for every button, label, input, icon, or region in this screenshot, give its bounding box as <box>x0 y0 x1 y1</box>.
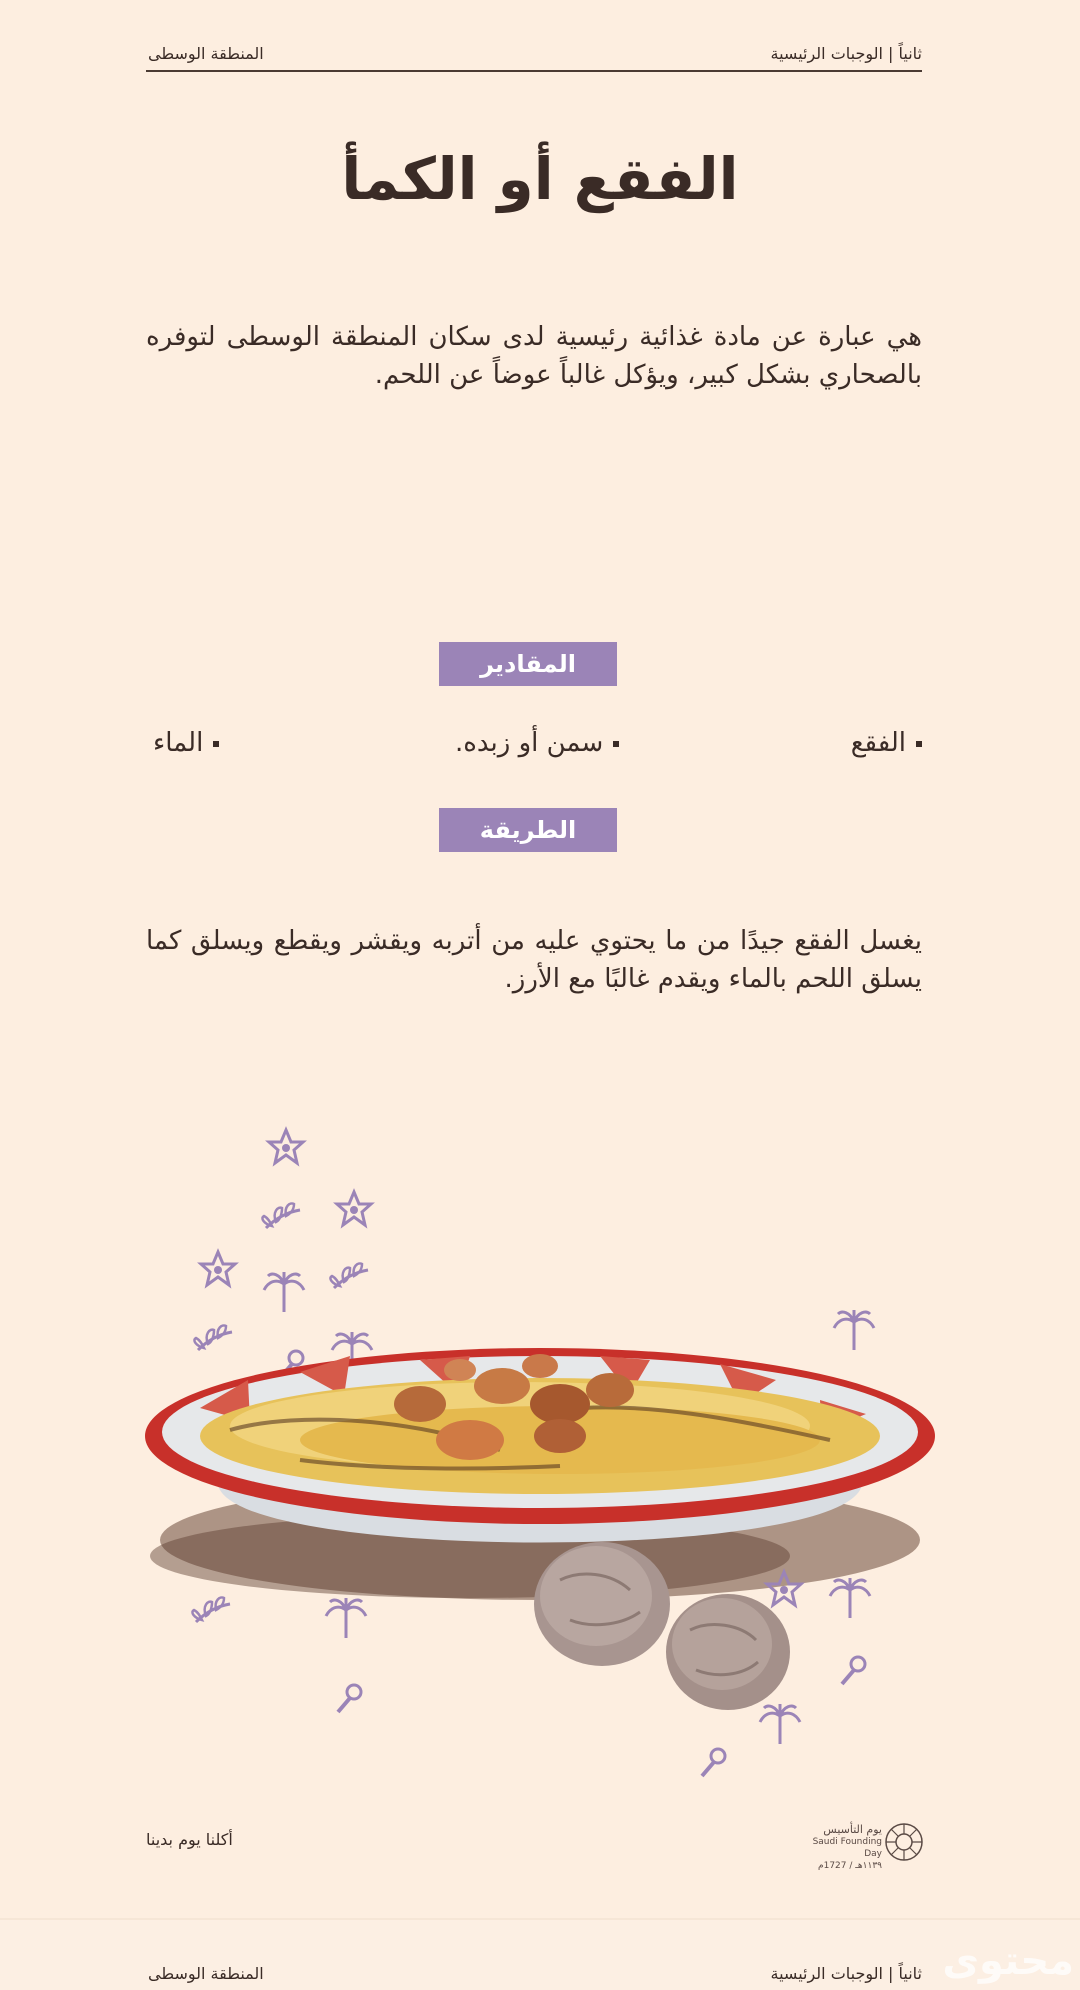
method-text: يغسل الفقع جيدًا من ما يحتوي عليه من أتربه ويقشر ويقطع ويسلق كما يسلق اللحم بالماء ويقدم غالبًا مع الأرز. <box>146 926 922 994</box>
founding-day-logo <box>792 1820 924 1871</box>
logo-text <box>792 1824 882 1872</box>
palm-icon <box>760 1704 800 1744</box>
leaf-icon <box>192 1598 230 1623</box>
flower-icon <box>269 1130 303 1163</box>
leaf-icon <box>262 1204 300 1229</box>
next-page-strip <box>0 1918 1080 1990</box>
next-region-header: المنطقة الوسطى <box>148 1964 264 1983</box>
ingredient-label: سمن أو زبده. <box>455 728 604 758</box>
clove-icon <box>702 1749 725 1776</box>
region-header: المنطقة الوسطى <box>148 44 264 63</box>
palm-icon <box>834 1310 874 1350</box>
palm-icon <box>830 1578 870 1618</box>
flower-icon <box>337 1192 371 1225</box>
flower-icon <box>201 1252 235 1285</box>
leaf-icon <box>330 1264 368 1289</box>
footer-slogan: أكلنا يوم بدينا <box>146 1830 233 1849</box>
ingredient-label: الفقع <box>850 728 906 758</box>
dish-description: هي عبارة عن مادة غذائية رئيسية لدى سكان المنطقة الوسطى لتوفره بالصحاري بشكل كبير، ويؤكل غالباً عوضاً عن اللحم. <box>146 322 922 390</box>
ingredients-heading: المقادير <box>439 642 617 686</box>
logo-arabic: يوم التأسيس <box>823 1823 882 1836</box>
next-section-header: ثانياً | الوجبات الرئيسية <box>770 1964 922 1983</box>
logo-years: ١١٣٩هـ / 1727م <box>818 1861 882 1871</box>
palm-icon <box>264 1272 304 1312</box>
clove-icon <box>842 1657 865 1684</box>
leaf-icon <box>194 1326 232 1351</box>
logo-english: Saudi Founding Day <box>812 1837 882 1859</box>
section-header: ثانياً | الوجبات الرئيسية <box>770 44 922 63</box>
palm-icon <box>326 1598 366 1638</box>
emblem-icon <box>884 1822 924 1862</box>
dish-title: الفقع أو الكمأ <box>341 145 739 213</box>
clove-icon <box>338 1685 361 1712</box>
watermark: محتوى <box>942 1938 1074 1984</box>
ingredient-label: الماء <box>153 728 204 758</box>
method-heading: الطريقة <box>439 808 617 852</box>
